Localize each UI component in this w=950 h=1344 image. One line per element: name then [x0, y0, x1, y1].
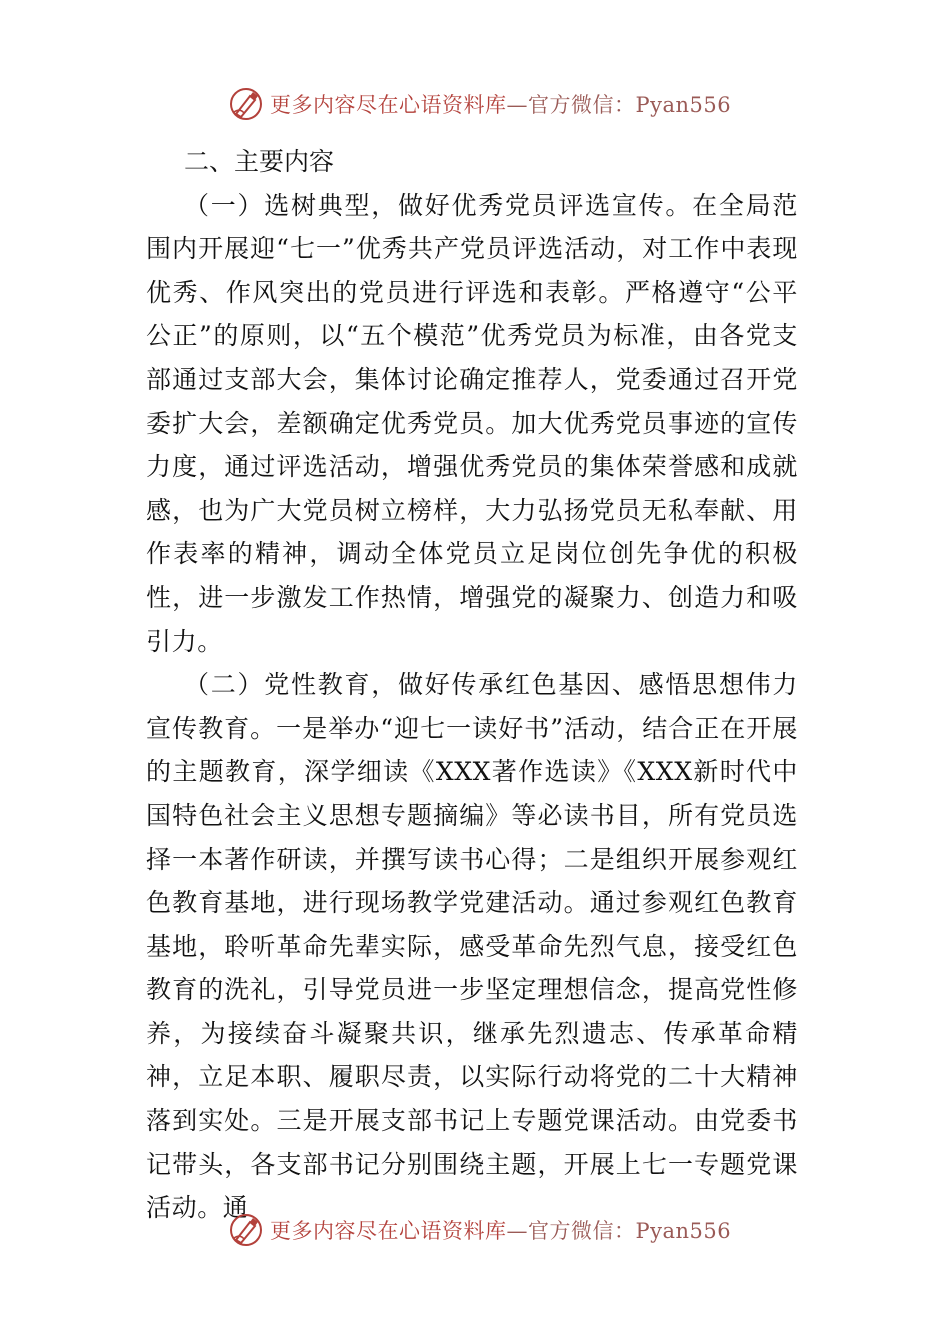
watermark-text: 更多内容尽在心语资料库 — [270, 93, 507, 117]
header-watermark — [228, 82, 748, 126]
paragraph-2: （二）党性教育，做好传承红色基因、感悟思想伟力宣传教育。一是举办“迎七一读好书”活动，结合正在开展的主题教育，深学细读《XXX著作选读》《XXX新时代中国特色社会主义思想专题摘编》等必读书目，所有党员选择一本著作研读，并撰写读书心得；二是组织开展参观红色教育基地，进行现场教学党建活动。通过参观红色教育基地，聆听革命先辈实际，感受革命先烈气息，接受红色教育的洗礼，引导党员进一步坚定理想信念，提高党性修养，为接续奋斗凝聚共识，继承先烈遗志、传承革命精神，立足本职、履职尽责，以实际行动将党的二十大精神落到实处。三是开展支部书记上专题党课活动。由党委书记带头，各支部书记分别围绕主题，开展上七一专题党课活动。通 — [146, 670, 798, 1223]
watermark-text: 更多内容尽在心语资料库 — [270, 1219, 507, 1243]
document-body — [146, 140, 798, 1230]
pen-nib-logo-icon — [228, 86, 264, 122]
watermark-wechat: —官方微信：Pyan556 — [506, 93, 732, 117]
paragraph-1: （一）选树典型，做好优秀党员评选宣传。在全局范围内开展迎“七一”优秀共产党员评选活动，对工作中表现优秀、作风突出的党员进行评选和表彰。严格遵守“公平公正”的原则，以“五个模范”优秀党员为标准，由各党支部通过支部大会，集体讨论确定推荐人，党委通过召开党委扩大会，差额确定优秀党员。加大优秀党员事迹的宣传力度，通过评选活动，增强优秀党员的集体荣誉感和成就感，也为广大党员树立榜样，大力弘扬党员无私奉献、用作表率的精神，调动全体党员立足岗位创先争优的积极性，进一步激发工作热情，增强党的凝聚力、创造力和吸引力。 — [146, 190, 798, 656]
footer-watermark — [228, 1208, 748, 1252]
section-heading: 二、主要内容 — [184, 147, 335, 176]
pen-nib-logo-icon — [228, 1212, 264, 1248]
watermark-wechat: —官方微信：Pyan556 — [506, 1219, 732, 1243]
